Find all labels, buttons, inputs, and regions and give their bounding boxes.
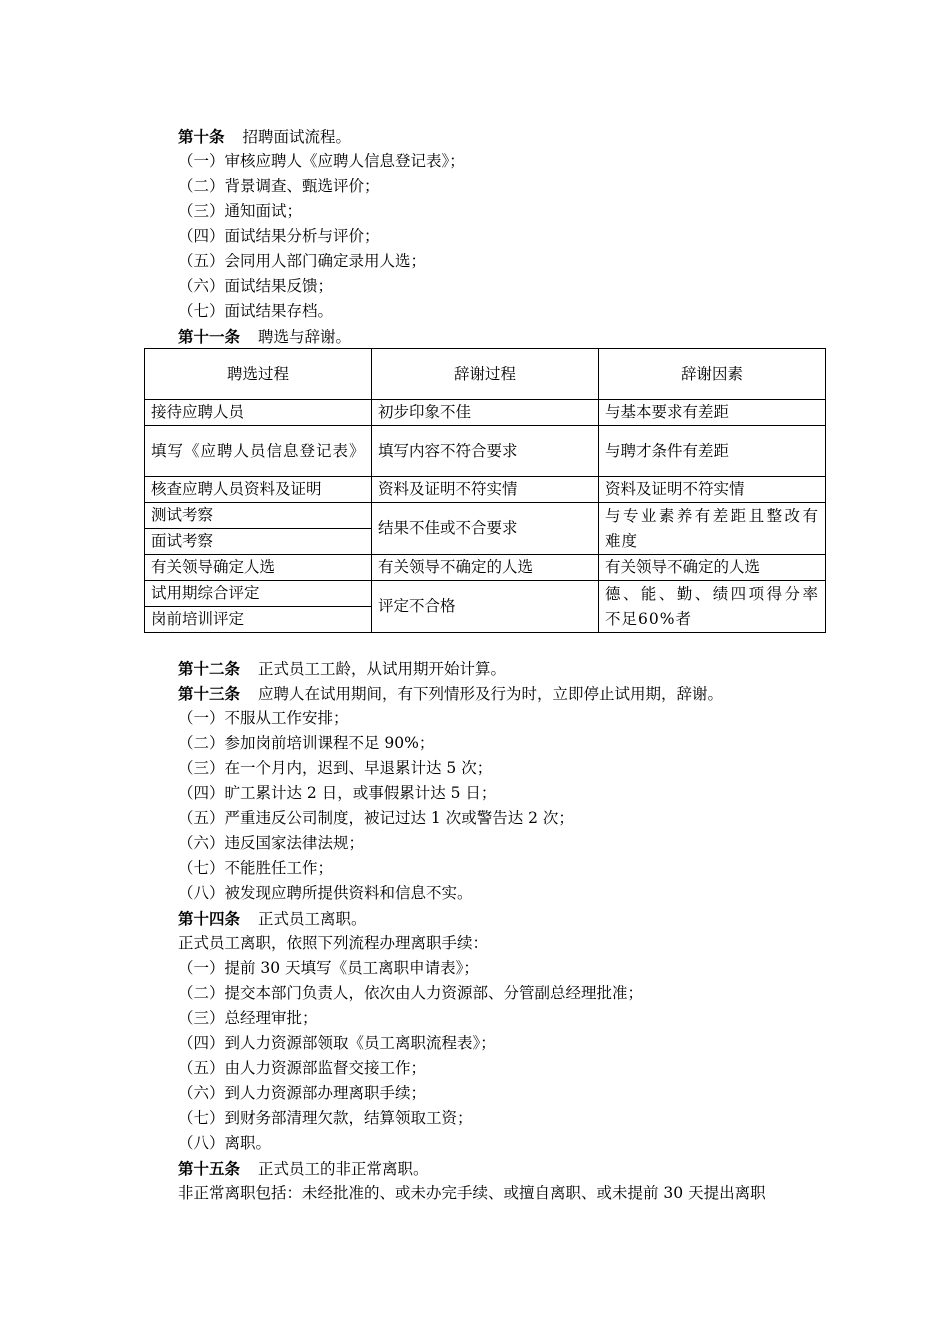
table-cell: 面试考察 — [145, 529, 372, 555]
list-item: （六）违反国家法律法规； — [178, 834, 365, 852]
table-cell: 有关领导不确定的人选 — [599, 555, 826, 581]
table-cell: 与基本要求有差距 — [599, 400, 826, 426]
article-title: 正式员工工龄，从试用期开始计算。 — [258, 660, 507, 678]
list-item: （三）总经理审批； — [178, 1009, 318, 1027]
list-item: （一）提前 30 天填写《员工离职申请表》； — [178, 959, 479, 977]
article-10-heading — [178, 124, 351, 149]
article-number: 第十五条 — [178, 1159, 241, 1178]
article-13-heading — [178, 681, 723, 706]
table-cell: 岗前培训评定 — [145, 607, 372, 633]
article-title: 聘选与辞谢。 — [258, 328, 352, 346]
list-item: （六）面试结果反馈； — [178, 277, 334, 295]
table-row — [145, 477, 826, 503]
article-number: 第十一条 — [178, 327, 241, 346]
list-item: （七）不能胜任工作； — [178, 859, 334, 877]
table-cell: 结果不佳或不合要求 — [372, 503, 599, 555]
table-row — [145, 503, 826, 529]
table-cell: 填写《应聘人员信息登记表》 — [145, 426, 372, 477]
table-cell: 有关领导确定人选 — [145, 555, 372, 581]
table-cell: 德、能、勤、绩四项得分率不足60%者 — [599, 581, 826, 633]
table-cell: 测试考察 — [145, 503, 372, 529]
table-row — [145, 426, 826, 477]
selection-table — [144, 348, 826, 633]
article-number: 第十四条 — [178, 909, 241, 928]
table-cell: 接待应聘人员 — [145, 400, 372, 426]
article-number: 第十三条 — [178, 684, 241, 703]
list-item: （三）通知面试； — [178, 202, 303, 220]
paragraph: 非正常离职包括：未经批准的、或未办完手续、或擅自离职、或未提前 30 天提出离职 — [178, 1184, 766, 1202]
article-number: 第十二条 — [178, 659, 241, 678]
table-cell: 试用期综合评定 — [145, 581, 372, 607]
list-item: （五）会同用人部门确定录用人选； — [178, 252, 427, 270]
table-cell: 与专业素养有差距且整改有难度 — [599, 503, 826, 555]
article-number: 第十条 — [178, 127, 225, 146]
table-header-cell: 聘选过程 — [145, 349, 372, 400]
table-header-row — [145, 349, 826, 400]
list-item: （六）到人力资源部办理离职手续； — [178, 1084, 427, 1102]
article-title: 正式员工离职。 — [258, 910, 367, 928]
table-cell: 资料及证明不符实情 — [599, 477, 826, 503]
list-item: （七）面试结果存档。 — [178, 302, 334, 320]
article-12-heading — [178, 656, 506, 681]
list-item: （四）面试结果分析与评价； — [178, 227, 380, 245]
table-cell: 与聘才条件有差距 — [599, 426, 826, 477]
table-cell: 有关领导不确定的人选 — [372, 555, 599, 581]
table-row — [145, 581, 826, 607]
list-item: （一）不服从工作安排； — [178, 709, 349, 727]
table-cell: 核查应聘人员资料及证明 — [145, 477, 372, 503]
list-item: （七）到财务部清理欠款，结算领取工资； — [178, 1109, 473, 1127]
table-cell: 资料及证明不符实情 — [372, 477, 599, 503]
list-item: （四）旷工累计达 2 日，或事假累计达 5 日； — [178, 784, 497, 802]
list-item: （二）提交本部门负责人，依次由人力资源部、分管副总经理批准； — [178, 984, 644, 1002]
table-header-cell: 辞谢过程 — [372, 349, 599, 400]
article-title: 招聘面试流程。 — [242, 128, 352, 146]
article-title: 正式员工的非正常离职。 — [258, 1160, 429, 1178]
list-item: （二）参加岗前培训课程不足 90%； — [178, 734, 435, 752]
paragraph: 正式员工离职，依照下列流程办理离职手续： — [178, 934, 489, 952]
list-item: （一）审核应聘人《应聘人信息登记表》； — [178, 152, 465, 170]
table-cell: 评定不合格 — [372, 581, 599, 633]
article-11-heading — [178, 324, 351, 349]
table-cell: 填写内容不符合要求 — [372, 426, 599, 477]
list-item: （三）在一个月内，迟到、早退累计达 5 次； — [178, 759, 493, 777]
list-item: （五）由人力资源部监督交接工作； — [178, 1059, 427, 1077]
table-row — [145, 555, 826, 581]
article-15-heading — [178, 1156, 429, 1181]
list-item: （八）被发现应聘所提供资料和信息不实。 — [178, 884, 473, 902]
article-title: 应聘人在试用期间，有下列情形及行为时，立即停止试用期，辞谢。 — [258, 685, 724, 703]
article-14-heading — [178, 906, 367, 931]
list-item: （五）严重违反公司制度，被记过达 1 次或警告达 2 次； — [178, 809, 574, 827]
table-cell: 初步印象不佳 — [372, 400, 599, 426]
table-row — [145, 400, 826, 426]
list-item: （八）离职。 — [178, 1134, 272, 1152]
list-item: （四）到人力资源部领取《员工离职流程表》； — [178, 1034, 496, 1052]
table-header-cell: 辞谢因素 — [599, 349, 826, 400]
list-item: （二）背景调查、甄选评价； — [178, 177, 380, 195]
